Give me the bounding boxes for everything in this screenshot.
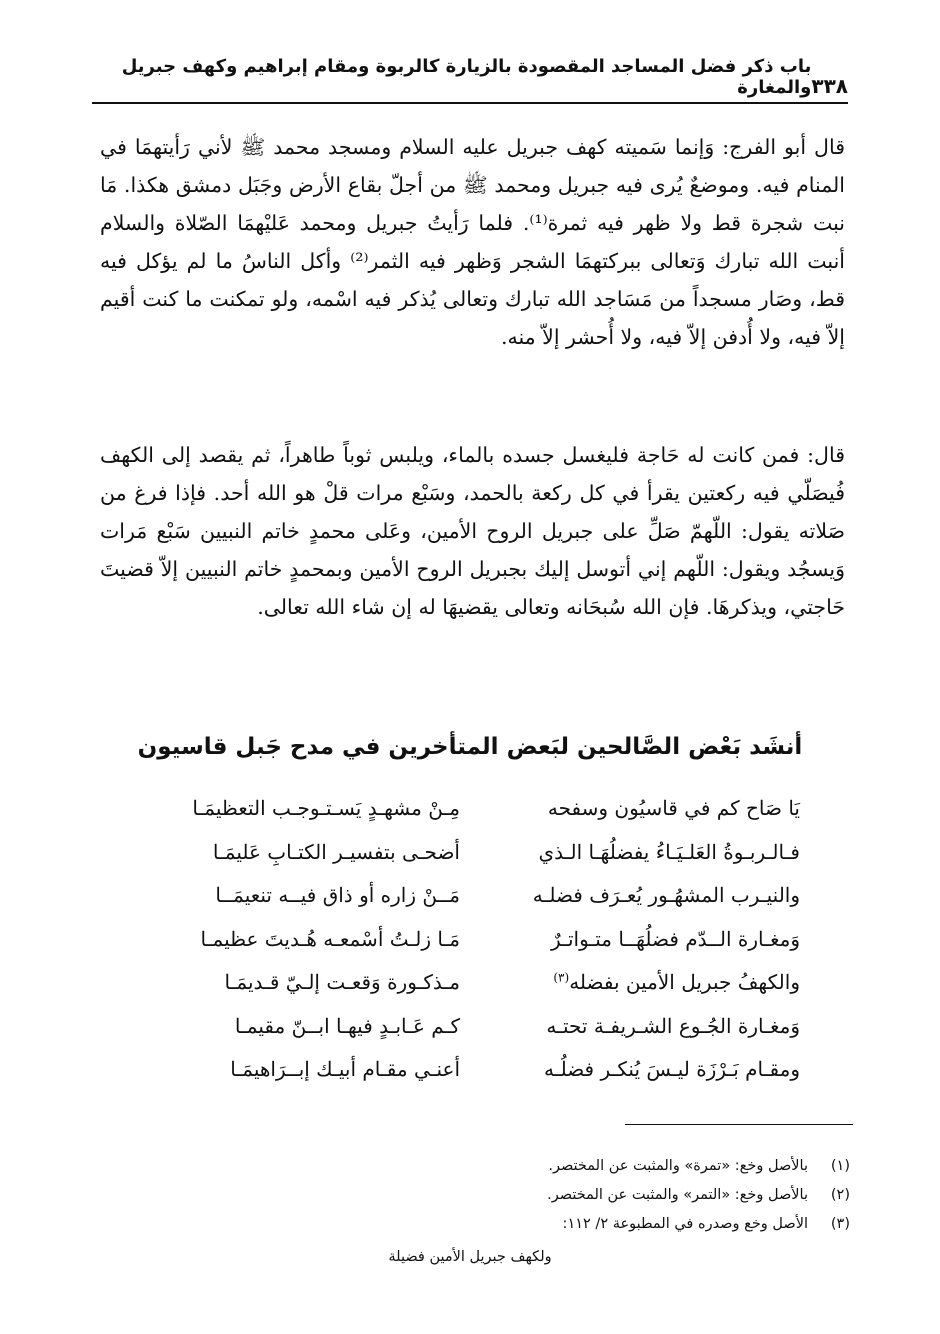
verse-3-first-hemistich: والنيـرب المشهُـور يُعـرَف فضلـه <box>532 883 800 907</box>
paragraph-1 <box>100 128 845 356</box>
verse-5 <box>150 970 800 1014</box>
verse-6-second-hemistich: كـم عَـابـدٍ فيهـا ابــنّ مقيمـا <box>234 1013 460 1038</box>
verse-2 <box>150 840 800 884</box>
verse-6-first-hemistich: وَمغـارة الجُـوع الشـريفـة تحتـه <box>546 1013 800 1038</box>
header-rule <box>92 102 848 104</box>
footnotes <box>90 1152 850 1272</box>
verse-2-second-hemistich: أضحـى بتفسيـر الكتـابِ عَليمَـا <box>212 839 460 864</box>
verse-3-second-hemistich: مَــنْ زاره أو ذاق فيــه تنعيمَــا <box>215 883 460 907</box>
footnote-3 <box>90 1210 850 1239</box>
footnote-2 <box>90 1181 850 1210</box>
footnote-2-text: بالأصل وخع: «التمر» والمثبت عن المختصر. <box>547 1187 808 1203</box>
verse-7-second-hemistich: أعنـي مقـام أبيـك إبــرَاهيمَـا <box>230 1057 460 1081</box>
paragraph-2-text: قال: فمن كانت له حَاجة فليغسل جسده بالماء، ويلبس ثوباً طاهراً، ثم يقصد إلى الكهف فُيصَلّي فيه ركعتين يقرأ في كل ركعة بالحمد، وسَبْع مرات قلْ هو الله أحد. فإذا فرغ من صَلاته يقول: اللّهمّ صَلِّ على جبريل الروح الأمين، وعَلى محمدٍ خاتم النبيين سَبْع مَرات وَيسجُد ويقول: اللّهم إني أتوسل إليك بجبريل الروح الأمين وبمحمدٍ خاتم النبيين إلاّ قضيتَ حَاجتي، ويذكرهَا. فإن الله سُبحَانه وتعالى يقضيهَا له إن شاء الله تعالى. <box>100 443 845 619</box>
verse-4-first-hemistich: وَمغـارة الــدّم فضلُهَــا متـواتـرٌ <box>551 926 800 951</box>
verse-4-second-hemistich: مَـا زلـتُ أسْمعـه هُـديتَ عظيمـا <box>200 926 460 951</box>
footnote-3-number: (٣) <box>830 1216 850 1232</box>
footnote-1-text: بالأصل وخع: «تمرة» والمثبت عن المختصر. <box>548 1158 808 1174</box>
verse-5-second-hemistich: مـذكـورة وَقعـت إلـيّ قـديمَـا <box>224 970 460 994</box>
page-number: ٣٣٨ <box>811 74 848 98</box>
footnote-1-number: (١) <box>830 1158 850 1174</box>
verse-7 <box>150 1057 800 1101</box>
verse-6 <box>150 1014 800 1058</box>
verse-1-first-hemistich: يَا صَاح كم في قاسيُون وسفحه <box>547 796 800 820</box>
poem-title: أنشَد بَعْض الصَّالحين لبَعض المتأخرين في مدح جَبل قاسيون <box>137 734 803 760</box>
running-header <box>92 58 848 98</box>
verse-5-first-text: والكهفُ جبريل الأمين بفضله <box>569 970 800 994</box>
verse-1 <box>150 796 800 840</box>
verse-1-second-hemistich: مِـنْ مشهـدٍ يَسـتـوجـب التعظيمَـا <box>192 796 460 820</box>
verse-5-first-hemistich <box>490 970 800 994</box>
running-title: باب ذكر فضل المساجد المقصودة بالزيارة كالربوة ومقام إبراهيم وكهف جبريل والمغارة <box>121 56 812 98</box>
footnote-2-number: (٢) <box>830 1187 850 1203</box>
verse-3 <box>150 883 800 927</box>
footnote-1 <box>90 1152 850 1181</box>
footnote-rule <box>625 1124 853 1125</box>
footnote-3-text: الأصل وخع وصدره في المطبوعة ٢/ ١١٢: <box>562 1216 808 1232</box>
verse-2-first-hemistich: فـالـربـوةُ العَلـيَـاءُ يفضلُهَـا الـذي <box>538 839 800 864</box>
verse-4 <box>150 927 800 971</box>
paragraph-1-text: قال أبو الفرج: وَإنما سَميته كهف جبريل عليه السلام ومسجد محمد ﷺ لأني رَأيتهمَا في المنام فيه. وموضعٌ يُرى فيه جبريل ومحمد ﷺ من أجلّ بقاع الأرض وجَبَل دمشق هكذا. مَا نبت شجرة قط ولا ظهر فيه ثمرة⁽¹⁾. فلما رَأيتُ جبريل ومحمد عَليْهمَا الصّلاة والسلام أنبت الله تبارك وَتعالى ببركتهمَا الشجر وَظهر فيه الثمر⁽²⁾ وأكل الناسُ ما لم يؤكل فيه قط، وصَار مسجداً من مَسَاجد الله تبارك وتعالى يُذكر فيه اسْمه، ولو تمكنت ما كنت أقيم إلاّ فيه، ولا أُدفن إلاّ فيه، ولا أُحشر إلاّ منه. <box>100 135 845 349</box>
paragraph-2 <box>100 436 845 626</box>
verse-7-first-hemistich: ومقـام بَـرْزَة ليـسَ يُنكـر فضلُـه <box>544 1057 800 1081</box>
poem <box>150 796 800 1101</box>
footnote-marker-3: (٣) <box>553 970 570 985</box>
footnote-quoted-hemistich: ولكهف جبريل الأمين فضيلة <box>388 1249 552 1265</box>
